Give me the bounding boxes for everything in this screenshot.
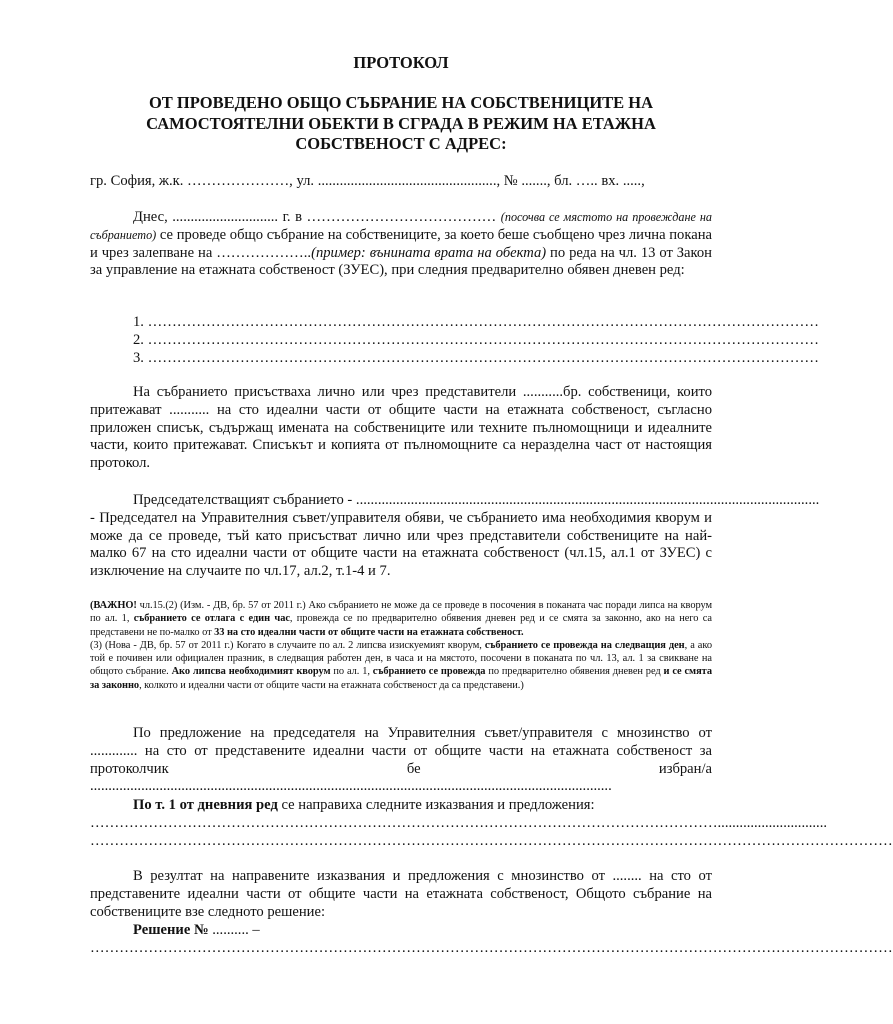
agenda-item: 3. …………………………………………………………………………………………………………………………: [133, 349, 819, 366]
note-text: , провежда се по предварително обявения дневен ред и се смята за законно, ако на него са представени не по-малко от: [90, 613, 712, 638]
result-paragraph: В резултат на направените изказвания и предложения с мнозинство от ........ на сто от представените идеални части от общите части на етажната собственост, Общото събрание на собствениците взе следното решение:: [90, 868, 712, 920]
item1-text: се направиха следните изказвания и предложения:: [277, 797, 595, 813]
decision-line: [90, 922, 712, 940]
item1-fill-line: …………………………………………………………………………………………………………………………………………………: [90, 832, 893, 849]
subtitle-line: ОТ ПРОВЕДЕНО ОБЩО СЪБРАНИЕ НА СОБСТВЕНИЦИТЕ НА: [148, 93, 654, 112]
note-bold: и се смята за законно: [90, 666, 712, 691]
subtitle-line: СОБСТВЕНОСТ С АДРЕС:: [295, 134, 507, 154]
item1-fill-line: …………………………………………………………………………………………………………………..............................: [90, 814, 827, 831]
note-important: (ВАЖНО!: [90, 600, 137, 611]
item1-block: [90, 797, 893, 850]
item1-heading: [90, 797, 712, 815]
chair-paragraph: [90, 492, 820, 581]
attendance-paragraph: На събранието присъстваха лично или чрез представители ...........бр. собственици, които притежават ........... на сто идеални части от общите части на етажната собственост, съгласно приложен списък, съдържащ имената на собствениците или техните пълномощници и идеалните части, които притежават. Списъкът и копията от пълномощните са неразделна част от настоящия протокол.: [90, 384, 712, 472]
note-text: , колкото и идеални части от общите части на етажната собственост да са представени.): [139, 679, 524, 691]
secretary-fill: ...............................................................................................................................................: [90, 778, 612, 795]
quorum-text: - Председател на Управителния съвет/управителя обяви, че събранието има необходимия кворум и може да се проведе, тъй като присъстват лично или чрез представители собствениците на най-малко 67 на сто идеални части от общите части на етажната собственост (чл.15, ал.1 от ЗУЕС) с изключение на случаите по чл.17, ал.2, т.1-4 и 7.: [90, 509, 712, 580]
document-subtitle: [90, 93, 712, 155]
note-bold: събранието се провежда: [372, 666, 486, 678]
meeting-paragraph: [90, 209, 712, 280]
legal-note: [90, 599, 712, 692]
note-text: чл.15.(2) (Изм. - ДВ, бр. 57 от 2011 г.) Ако събранието не може да се проведе в посочения в поканата час поради липса на кворум по ал. 1,: [90, 600, 712, 625]
place-hint: (посочва се мястото на провеждане на събранието): [90, 210, 712, 242]
decision-label: Решение №: [133, 922, 209, 938]
note-text: (3) (Нова - ДВ, бр. 57 от 2011 г.) Когато в случаите по ал. 2 липсва изискуемият кворум,: [90, 639, 485, 651]
subtitle-line: САМОСТОЯТЕЛНИ ОБЕКТИ В СГРАДА В РЕЖИМ НА ЕТАЖНА: [146, 113, 656, 133]
secretary-text: По предложение на председателя на Управителния съвет/управителя с мнозинство от ............. на сто от представените идеални части от общите части на етажната собственост за протоколчик бе избран/а: [90, 725, 712, 777]
item1-bold: По т. 1 от дневния ред: [133, 797, 278, 813]
agenda-list: [90, 314, 819, 367]
agenda-item: 2. …………………………………………………………………………………………………………………………: [133, 331, 819, 348]
agenda-intro: по реда на чл. 13 от Закон за управление на етажната собственост (ЗУЕС), при следния предварително обявен дневен ред:: [90, 244, 712, 279]
decision-fill-line: …………………………………………………………………………………………………………………………………………………: [90, 939, 893, 956]
notice-text: се проведе общо събрание на собствениците, за което беше съобщено чрез лична покана и чрез залепване на ………………..: [90, 226, 712, 261]
secretary-paragraph: [90, 725, 712, 796]
agenda-item: 1. …………………………………………………………………………………………………………………………: [133, 314, 819, 330]
chair-line: Председателстващият събранието - ...............................................................................................................................: [133, 492, 820, 508]
note-text: , а ако той е почивен или официален празник, в следващия работен ден, в часа и на мястото, посочени в поканата по чл. 13, ал. 1 за свикване на общото събрание.: [90, 639, 712, 678]
decision-block: [90, 922, 893, 958]
date-place-fill: Днес, ............................. г. в …………………………………: [133, 209, 497, 225]
document-title: ПРОТОКОЛ: [353, 53, 449, 72]
address-line: гр. София, ж.к. …………………, ул. ................................................., № ......., бл. ….. вх. .....,: [90, 173, 645, 189]
note-bold: Ако липсва необходимият кворум: [171, 666, 331, 678]
notice-example: (пример: вънината врата на обекта): [311, 244, 547, 261]
decision-fill: .......... –: [208, 922, 260, 938]
note-text: по ал. 1,: [330, 666, 373, 678]
note-bold: 33 на сто идеални части от общите части на етажната собственост.: [214, 626, 524, 638]
note-bold: събранието се отлага с един час: [133, 613, 290, 625]
note-text: по предварително обявения дневен ред: [485, 666, 664, 678]
note-bold: събранието се провежда на следващия ден: [484, 639, 685, 651]
